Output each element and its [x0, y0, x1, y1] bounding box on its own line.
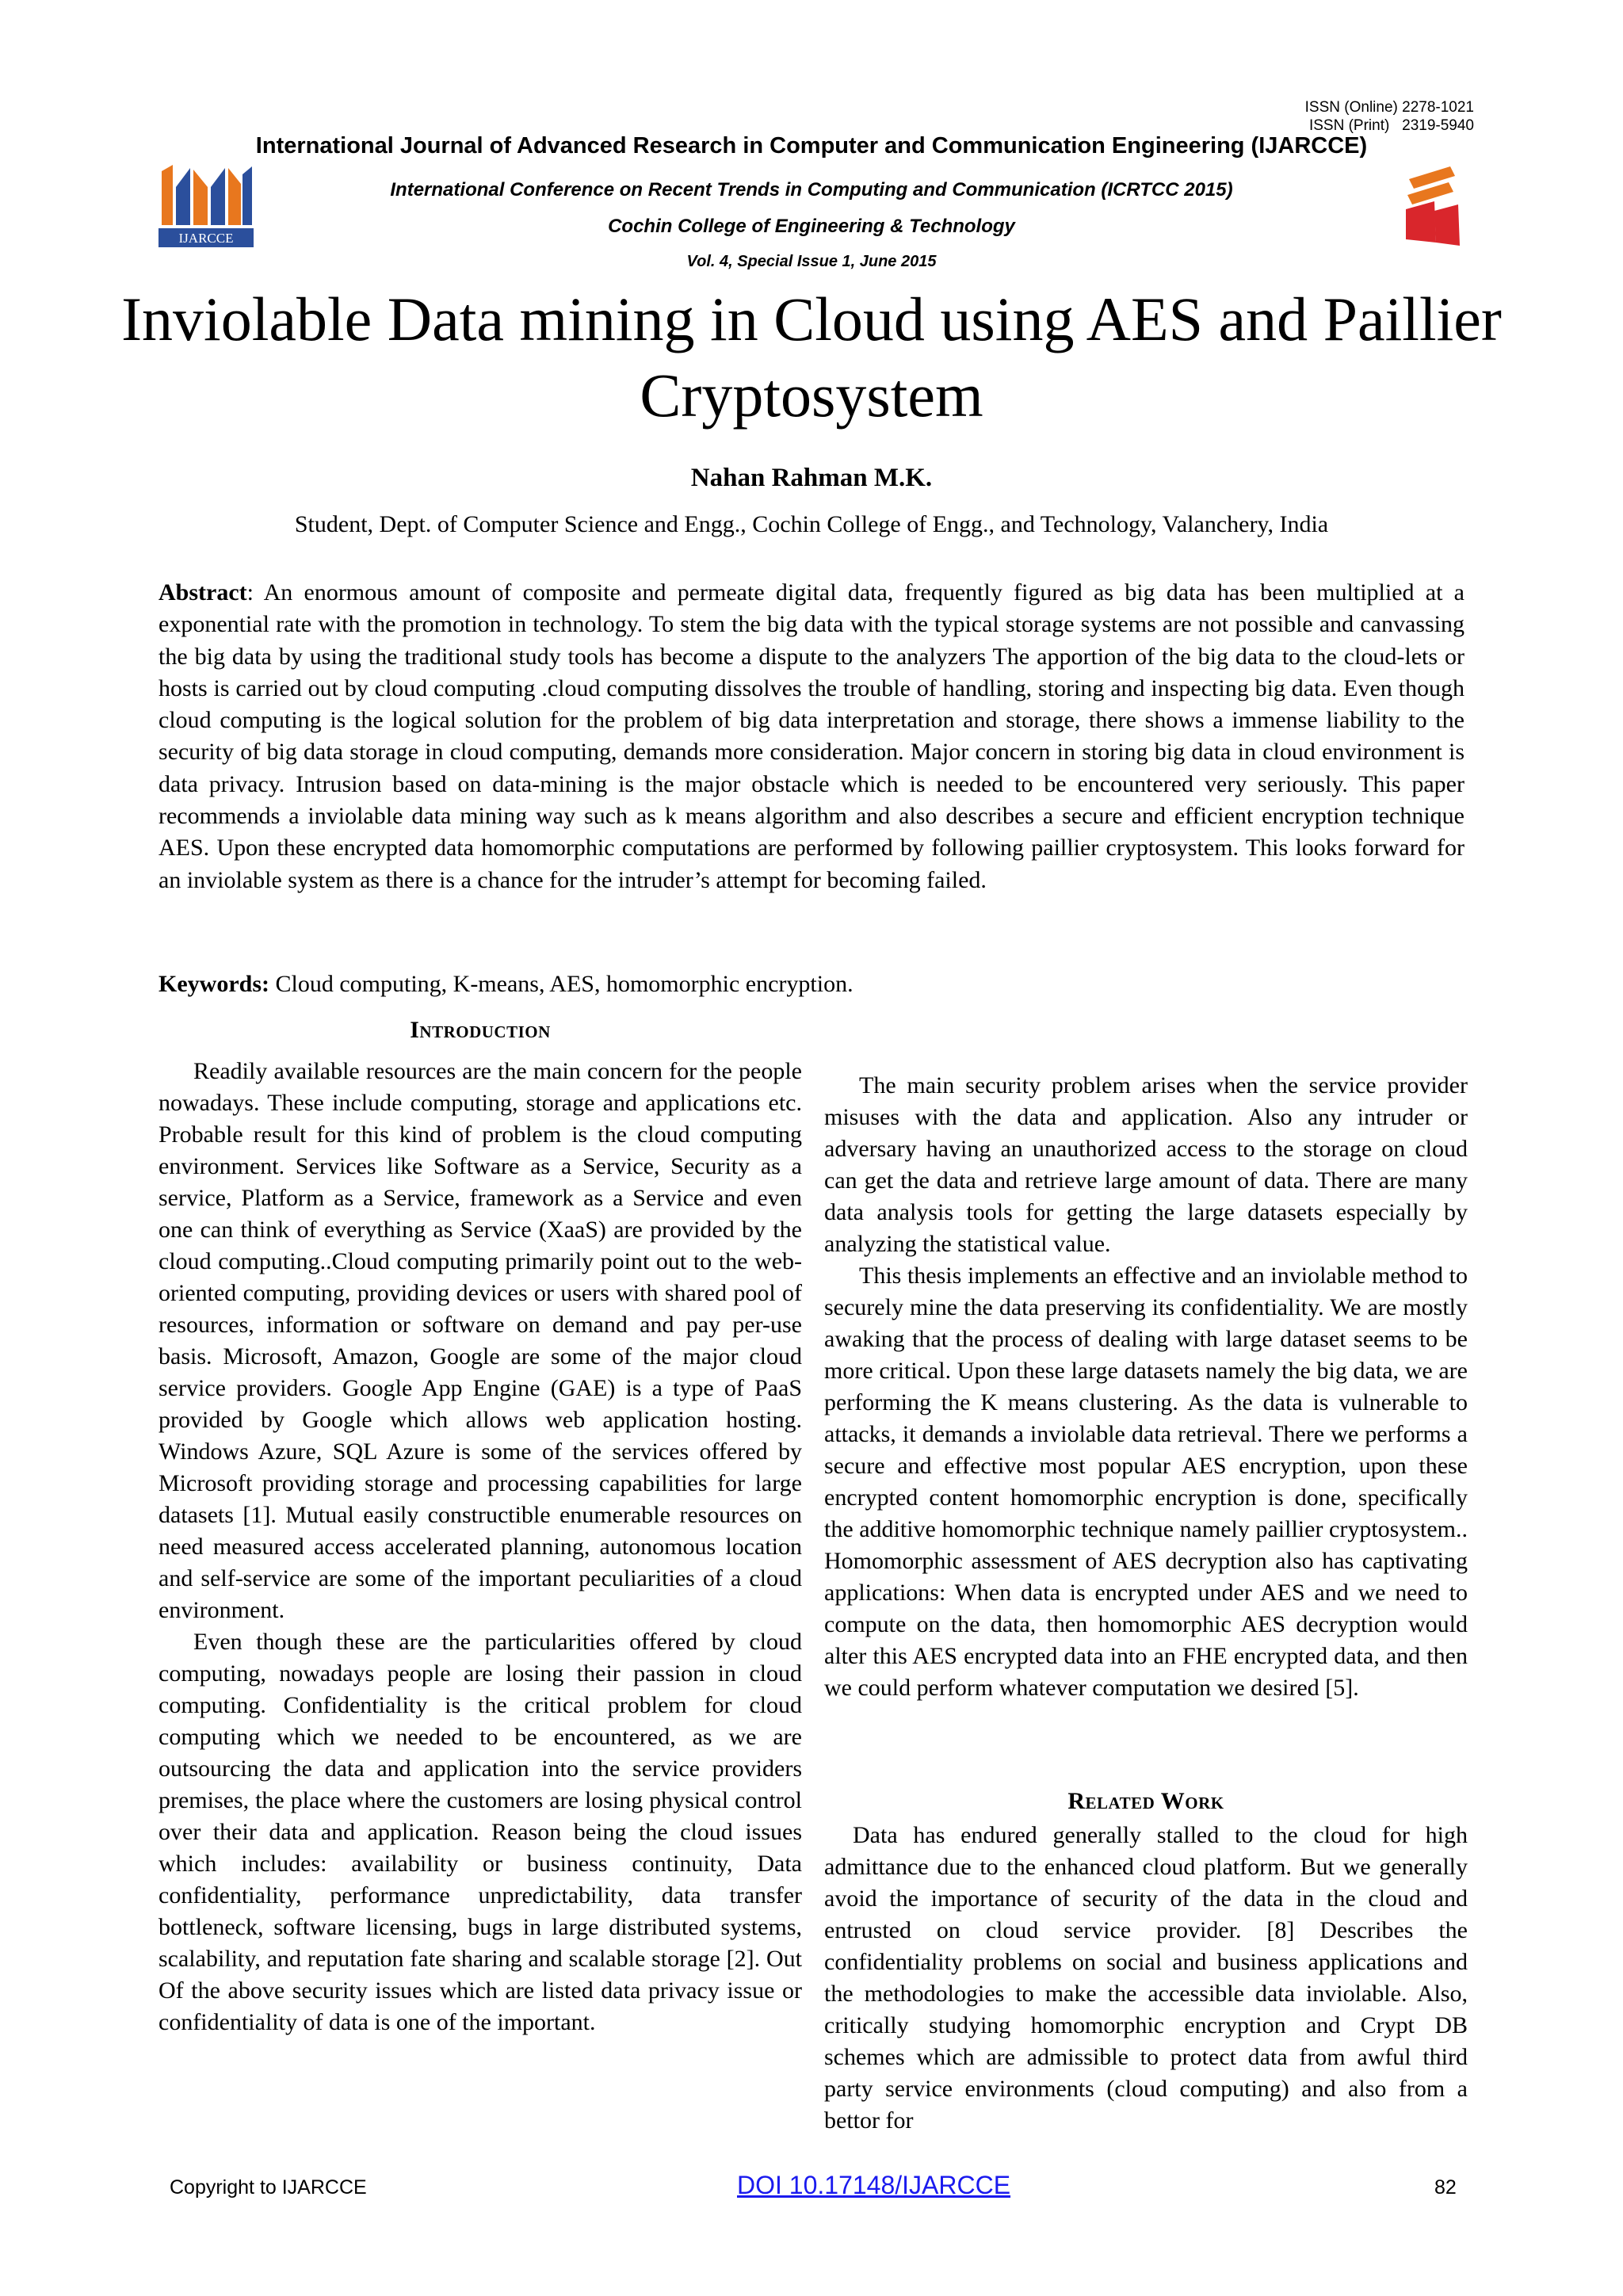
page-number: 82: [1434, 2176, 1457, 2199]
footer-copyright: Copyright to IJARCCE: [170, 2176, 367, 2199]
paper-title: Inviolable Data mining in Cloud using AES and Paillier Cryptosystem: [121, 285, 1502, 430]
abstract: [158, 577, 1465, 896]
doi-link[interactable]: DOI 10.17148/IJARCCE: [737, 2171, 1011, 2199]
keywords-label: Keywords:: [158, 971, 269, 997]
intro-paragraph: Even though these are the particularities offered by cloud computing, nowadays people are losing their passion in cloud computing. Confidentiality is the critical problem for cloud computing which we needed to be encountered, as we are outsourcing the data and application into the service providers premises, the place where the customers are losing physical control over their data and application. Reason being the cloud issues which includes: availability or business continuity, Data confidentiality, performance unpredictability, data transfer bottleneck, software licensing, bugs in large distributed systems, scalability, and reputation fate sharing and scalable storage [2]. Out Of the above security issues which are listed data privacy issue or confidentiality of data is one of the important.: [158, 1629, 802, 2035]
conference-logo: [1403, 163, 1461, 249]
volume-info: Vol. 4, Special Issue 1, June 2015: [686, 253, 937, 270]
keywords: [158, 971, 1465, 998]
body-paragraph: The main security problem arises when the service provider misuses with the data and application. Also any intruder or adversary having an unauthorized access to the storage on cloud can get the data and retrieve large amount of data. There are many data analysis tools for getting the large datasets especially by analyzing the statistical value.: [824, 1072, 1468, 1257]
left-column: [158, 1056, 802, 2038]
issn-print: ISSN (Print) 2319-5940: [1308, 117, 1474, 134]
introduction-heading: Introduction: [410, 1017, 551, 1043]
related-work-section: [824, 1820, 1468, 2137]
conference-name: International Conference on Recent Trends in Computing and Communication (ICRTCC 2015): [390, 179, 1233, 201]
keywords-text: Cloud computing, K-means, AES, homomorphic encryption.: [269, 971, 854, 997]
abstract-text: : An enormous amount of composite and permeate digital data, frequently figured as big data has been multiplied at a exponential rate with the promotion in technology. To stem the big data with the typical storage systems are not possible and canvassing the big data by using the traditional study tools has become a dispute to the analyzers The apportion of the big data to the cloud-lets or hosts is carried out by cloud computing .cloud computing dissolves the trouble of handling, storing and inspecting big data. Even though cloud computing is the logical solution for the problem of big data interpretation and storage, there shows a immense liability to the security of big data storage in cloud computing, demands more consideration. Major concern in storing big data in cloud environment is data privacy. Intrusion based on data-mining is the major obstacle which is needed to be encountered very seriously. This paper recommends a inviolable data mining way such as k means algorithm and also describes a secure and efficient encryption technique AES. Upon these encrypted data homomorphic computations are performed by following paillier cryptosystem. This looks forward for an inviolable system as there is a chance for the intruder’s attempt for becoming failed.: [158, 579, 1465, 893]
intro-paragraph: Readily available resources are the main concern for the people nowadays. These include computing, storage and applications etc. Probable result for this kind of problem is the cloud computing environment. Services like Software as a Service, Security as a service, Platform as a Service, framework as a Service and even one can think of everything as Service (XaaS) are provided by the cloud computing..Cloud computing primarily point out to the web-oriented computing, providing devices or users with shared pool of resources, information or software on demand and pay per-use basis. Microsoft, Amazon, Google are some of the major cloud service providers. Google App Engine (GAE) is a type of PaaS provided by Google which allows web application hosting. Windows Azure, SQL Azure is some of the services offered by Microsoft providing storage and processing capabilities for large datasets [1]. Mutual easily constructible enumerable resources on need measured access accelerated planning, autonomous location and self-service are some of the important peculiarities of a cloud environment.: [158, 1058, 802, 1623]
body-paragraph: This thesis implements an effective and an inviolable method to securely mine the data preserving its confidentiality. We are mostly awaking that the process of dealing with large dataset seems to be more critical. Upon these large datasets namely the big data, we are performing the K means clustering. As the data is vulnerable to attacks, it demands a inviolable data retrieval. There we performs a secure and effective most popular AES encryption, upon these encrypted content homomorphic encryption is done, specifically the additive homomorphic technique namely paillier cryptosystem.. Homomorphic assessment of AES decryption also has captivating applications: When data is encrypted under AES and we need to compute on the data, then homomorphic AES decryption would alter this AES encrypted data into an FHE encrypted data, and then we could perform whatever computation we desired [5].: [824, 1263, 1468, 1701]
logo-text: IJARCCE: [178, 231, 234, 246]
issn-online: ISSN (Online) 2278-1021: [1304, 99, 1474, 116]
right-column: [824, 1070, 1468, 1704]
college-name: Cochin College of Engineering & Technology: [608, 216, 1015, 237]
author-affiliation: Student, Dept. of Computer Science and Engg., Cochin College of Engg., and Technology, Valanchery, India: [294, 511, 1329, 537]
journal-title: International Journal of Advanced Research in Computer and Communication Engineering (IJARCCE): [255, 133, 1368, 159]
abstract-label: Abstract: [158, 579, 247, 606]
related-work-heading: Related Work: [1067, 1788, 1224, 1814]
issn-block: [1220, 98, 1474, 135]
related-work-paragraph: Data has endured generally stalled to the cloud for high admittance due to the enhanced cloud platform. But we generally avoid the importance of security of the data in the cloud and entrusted on cloud service provider. [8] Describes the confidentiality problems on social and business applications and the methodologies to make the accessible data inviolable. Also, critically studying homomorphic encryption and Crypt DB schemes which are admissible to protect data from awful third party service environments (cloud computing) and also from a bettor for: [824, 1822, 1468, 2134]
author-name: Nahan Rahman M.K.: [690, 464, 933, 492]
